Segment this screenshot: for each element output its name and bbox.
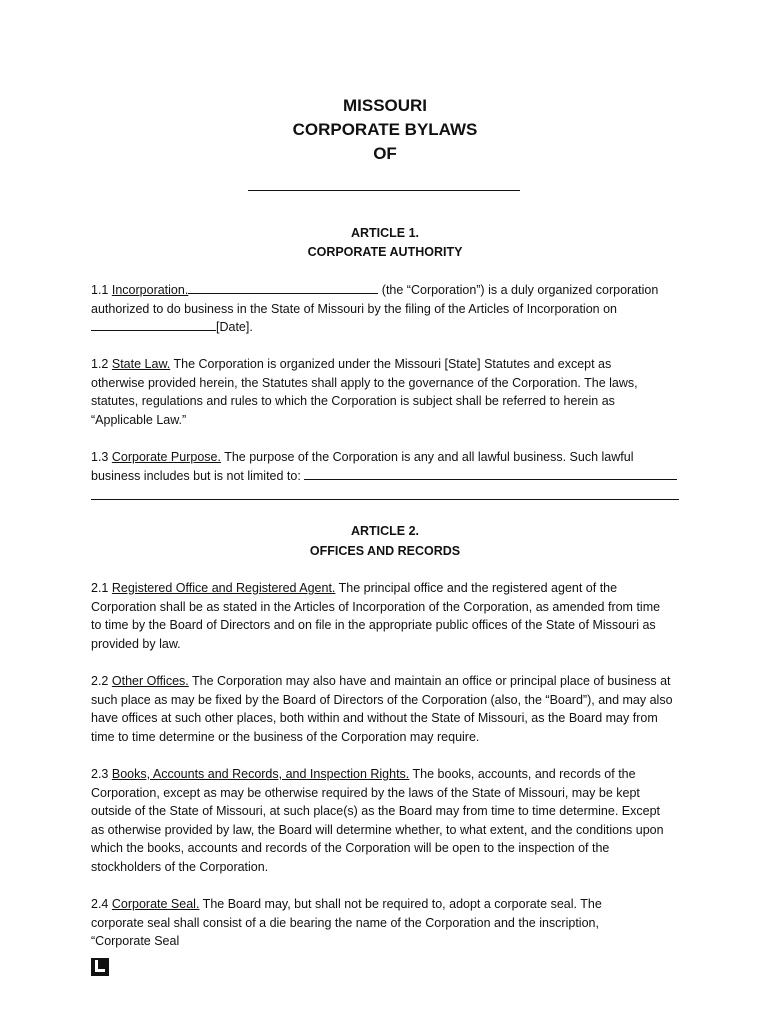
business-purpose-blank-line2	[91, 499, 679, 500]
section-text: The books, accounts, and records of the	[409, 767, 636, 781]
document-logo-icon	[91, 958, 109, 976]
section-2-3-line1	[91, 765, 683, 784]
section-1-1-line1	[91, 281, 683, 300]
section-1-1-line3	[91, 318, 683, 337]
article1-title: CORPORATE AUTHORITY	[307, 245, 463, 259]
section-number: 2.1	[91, 581, 109, 595]
section-text: The Board may, but shall not be required to, adopt a corporate seal. The	[199, 897, 602, 911]
section-2-3-line2: Corporation, except as may be otherwise required by the laws of the State of Missouri, may be kept	[91, 785, 640, 800]
date-blank	[91, 318, 216, 331]
article1-number: ARTICLE 1.	[350, 226, 420, 240]
corporation-name-blank-inline	[188, 281, 378, 294]
section-text: (the “Corporation”) is a duly organized corporation	[378, 283, 659, 297]
section-number: 1.3	[91, 450, 109, 464]
section-2-1-line1	[91, 579, 683, 598]
business-purpose-blank	[304, 467, 677, 480]
section-title: Corporate Seal.	[111, 897, 200, 911]
section-number: 1.2	[91, 357, 109, 371]
section-1-1-line2: authorized to do business in the State of Missouri by the filing of the Articles of Incorporation on	[91, 301, 617, 316]
section-text: The Corporation may also have and maintain an office or principal place of business at	[188, 674, 671, 688]
section-2-3-line4: as otherwise provided by law, the Board will determine whether, to what extent, and the conditions upon	[91, 822, 664, 837]
section-1-2-line2: otherwise provided herein, the Statutes shall apply to the governance of the Corporation. The laws,	[91, 375, 638, 390]
section-2-3-line5: which the books, accounts and records of the Corporation will be open to the inspection of the	[91, 841, 610, 856]
section-2-3	[91, 765, 683, 877]
section-1-3-line2	[91, 467, 683, 486]
section-2-4	[91, 895, 683, 951]
section-1-2	[91, 355, 683, 429]
section-number: 2.2	[91, 674, 109, 688]
section-2-2-line1	[91, 672, 683, 691]
section-2-3-line6: stockholders of the Corporation.	[91, 859, 269, 874]
section-text: The purpose of the Corporation is any and all lawful business. Such lawful	[220, 450, 634, 464]
section-2-2-line4: time to time determine or the business of the Corporation may require.	[91, 729, 480, 744]
article2-number: ARTICLE 2.	[350, 524, 420, 538]
section-1-3	[91, 448, 683, 485]
section-2-4-line1	[91, 895, 683, 914]
section-2-1	[91, 579, 683, 653]
section-title: Other Offices.	[111, 674, 189, 688]
section-1-3-line1	[91, 448, 683, 467]
section-title: State Law.	[111, 357, 171, 371]
document-title-type: CORPORATE BYLAWS	[292, 120, 478, 139]
section-2-1-line3: to time by the Board of Directors and on file in the appropriate public offices of the State of Missouri as	[91, 618, 656, 633]
section-number: 1.1	[91, 283, 109, 297]
section-2-2-line3: have offices at such other places, both within and without the State of Missouri, as the Board may from	[91, 711, 658, 726]
section-number: 2.4	[91, 897, 109, 911]
section-2-3-line3: outside of the State of Missouri, at such place(s) as the Board may from time to time determine. Except	[91, 804, 661, 819]
section-title: Registered Office and Registered Agent.	[111, 581, 336, 595]
section-number: 2.3	[91, 767, 109, 781]
section-title: Incorporation.	[111, 283, 189, 297]
section-text: The principal office and the registered agent of the	[335, 581, 618, 595]
section-title: Books, Accounts and Records, and Inspection Rights.	[111, 767, 410, 781]
document-title-state: MISSOURI	[342, 96, 428, 115]
section-2-4-line2: corporate seal shall consist of a die bearing the name of the Corporation and the inscription,	[91, 915, 599, 930]
section-text: The Corporation is organized under the Missouri [State] Statutes and except as	[170, 357, 612, 371]
date-placeholder: [Date].	[216, 320, 253, 335]
section-2-2	[91, 672, 683, 746]
section-1-2-line3: statutes, regulations and rules to which the Corporation is subject shall be referred to herein as	[91, 394, 615, 409]
section-title: Corporate Purpose.	[111, 450, 221, 464]
corporation-name-blank	[248, 190, 520, 191]
section-2-1-line4: provided by law.	[91, 636, 181, 651]
section-2-1-line2: Corporation shall be as stated in the Articles of Incorporation of the Corporation, as amended from time	[91, 599, 661, 614]
section-1-2-line4: “Applicable Law.”	[91, 412, 187, 427]
section-1-1	[91, 281, 683, 337]
section-2-2-line2: such place as may be fixed by the Board of Directors of the Corporation (also, the “Board”), and may also	[91, 692, 673, 707]
article2-title: OFFICES AND RECORDS	[309, 544, 461, 558]
section-1-2-line1	[91, 355, 683, 374]
document-title-of: OF	[373, 144, 397, 163]
section-text: business includes but is not limited to:	[91, 468, 305, 483]
section-2-4-line3: “Corporate Seal	[91, 934, 180, 949]
